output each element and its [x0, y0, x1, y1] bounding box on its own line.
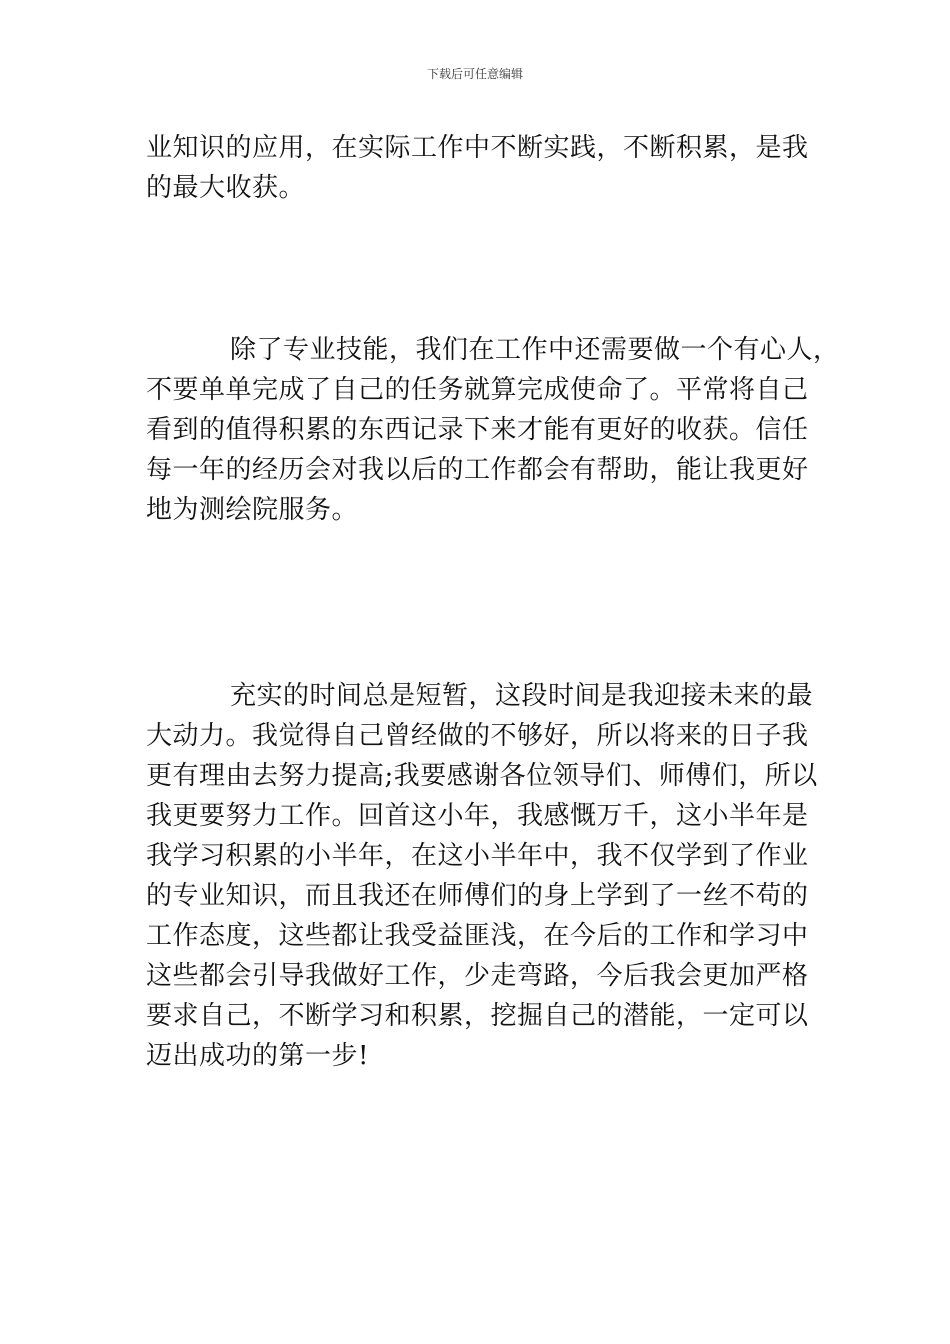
- paragraph-3: [146, 676, 818, 1076]
- text-line: 的最大收获。: [146, 173, 306, 203]
- text-line: 要求自己，不断学习和积累，挖掘自己的潜能，一定可以: [146, 1001, 809, 1031]
- text-line: 大动力。我觉得自己曾经做的不够好，所以将来的日子我: [146, 721, 809, 751]
- text-line: 业知识的应用，在实际工作中不断实践，不断积累，是我: [146, 133, 809, 163]
- text-line: 工作态度，这些都让我受益匪浅，在今后的工作和学习中: [146, 921, 809, 951]
- text-line: 更有理由去努力提高;我要感谢各位领导们、师傅们，所以: [146, 761, 818, 791]
- text-line: 除了专业技能，我们在工作中还需要做一个有心人，: [230, 335, 840, 365]
- text-line: 每一年的经历会对我以后的工作都会有帮助，能让我更好: [146, 455, 809, 485]
- text-line: 不要单单完成了自己的任务就算完成使命了。平常将自己: [146, 375, 809, 405]
- text-line: 的专业知识，而且我还在师傅们的身上学到了一丝不苟的: [146, 881, 809, 911]
- paragraph-1: [146, 128, 818, 208]
- paragraph-2: [146, 330, 840, 530]
- text-line: 充实的时间总是短暂，这段时间是我迎接未来的最: [230, 681, 814, 711]
- text-line: 地为测绘院服务。: [146, 495, 359, 525]
- text-line: 迈出成功的第一步!: [146, 1041, 369, 1071]
- text-line: 看到的值得积累的东西记录下来才能有更好的收获。信任: [146, 415, 809, 445]
- text-line: 我学习积累的小半年，在这小半年中，我不仅学到了作业: [146, 841, 809, 871]
- text-line: 我更要努力工作。回首这小年，我感慨万千，这小半年是: [146, 801, 809, 831]
- text-line: 这些都会引导我做好工作，少走弯路，今后我会更加严格: [146, 961, 809, 991]
- page-header: 下载后可任意编辑: [426, 67, 523, 81]
